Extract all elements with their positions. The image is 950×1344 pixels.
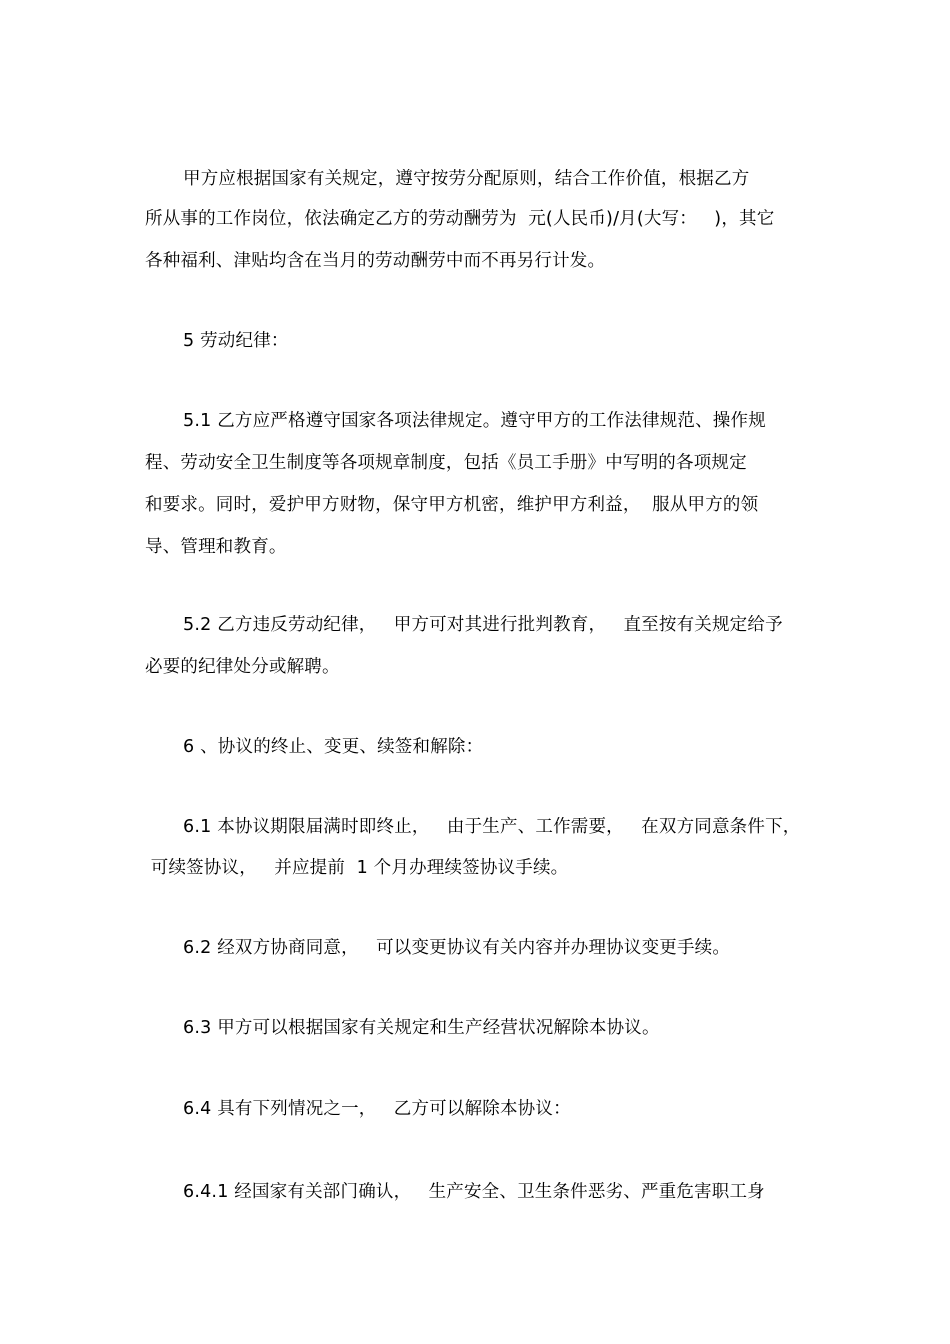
clause-5-1-line-4: 导、管理和教育。 — [145, 537, 287, 557]
clause-6-4: 6.4 具有下列情况之一， 乙方可以解除本协议： — [183, 1099, 571, 1119]
clause-6-1-line-1: 6.1 本协议期限届满时即终止， 由于生产、工作需要， 在双方同意条件下， — [183, 817, 801, 837]
clause-6-2: 6.2 经双方协商同意， 可以变更协议有关内容并办理协议变更手续。 — [183, 938, 731, 958]
section-heading-termination: 6 、协议的终止、变更、续签和解除： — [183, 737, 484, 757]
clause-5-2-line-1: 5.2 乙方违反劳动纪律， 甲方可对其进行批判教育， 直至按有关规定给予 — [183, 615, 783, 635]
clause-5-1-line-3: 和要求。同时，爱护甲方财物，保守甲方机密，维护甲方利益， 服从甲方的领 — [145, 495, 759, 515]
paragraph-wage-line-1: 甲方应根据国家有关规定，遵守按劳分配原则，结合工作价值，根据乙方 — [183, 169, 750, 189]
clause-6-1-line-2: 可续签协议， 并应提前 1 个月办理续签协议手续。 — [145, 858, 569, 878]
clause-5-1-line-1: 5.1 乙方应严格遵守国家各项法律规定。遵守甲方的工作法律规范、操作规 — [183, 411, 766, 431]
section-heading-labor-discipline: 5 劳动纪律： — [183, 331, 289, 351]
clause-5-2-line-2: 必要的纪律处分或解聘。 — [145, 657, 340, 677]
clause-6-3: 6.3 甲方可以根据国家有关规定和生产经营状况解除本协议。 — [183, 1018, 660, 1038]
paragraph-wage-line-2: 所从事的工作岗位，依法确定乙方的劳动酬劳为 元(人民币)/月(大写： )，其它 — [145, 209, 775, 229]
clause-6-4-1-line-1: 6.4.1 经国家有关部门确认， 生产安全、卫生条件恶劣、严重危害职工身 — [183, 1182, 765, 1202]
clause-5-1-line-2: 程、劳动安全卫生制度等各项规章制度，包括《员工手册》中写明的各项规定 — [145, 453, 747, 473]
paragraph-wage-line-3: 各种福利、津贴均含在当月的劳动酬劳中而不再另行计发。 — [145, 251, 606, 271]
